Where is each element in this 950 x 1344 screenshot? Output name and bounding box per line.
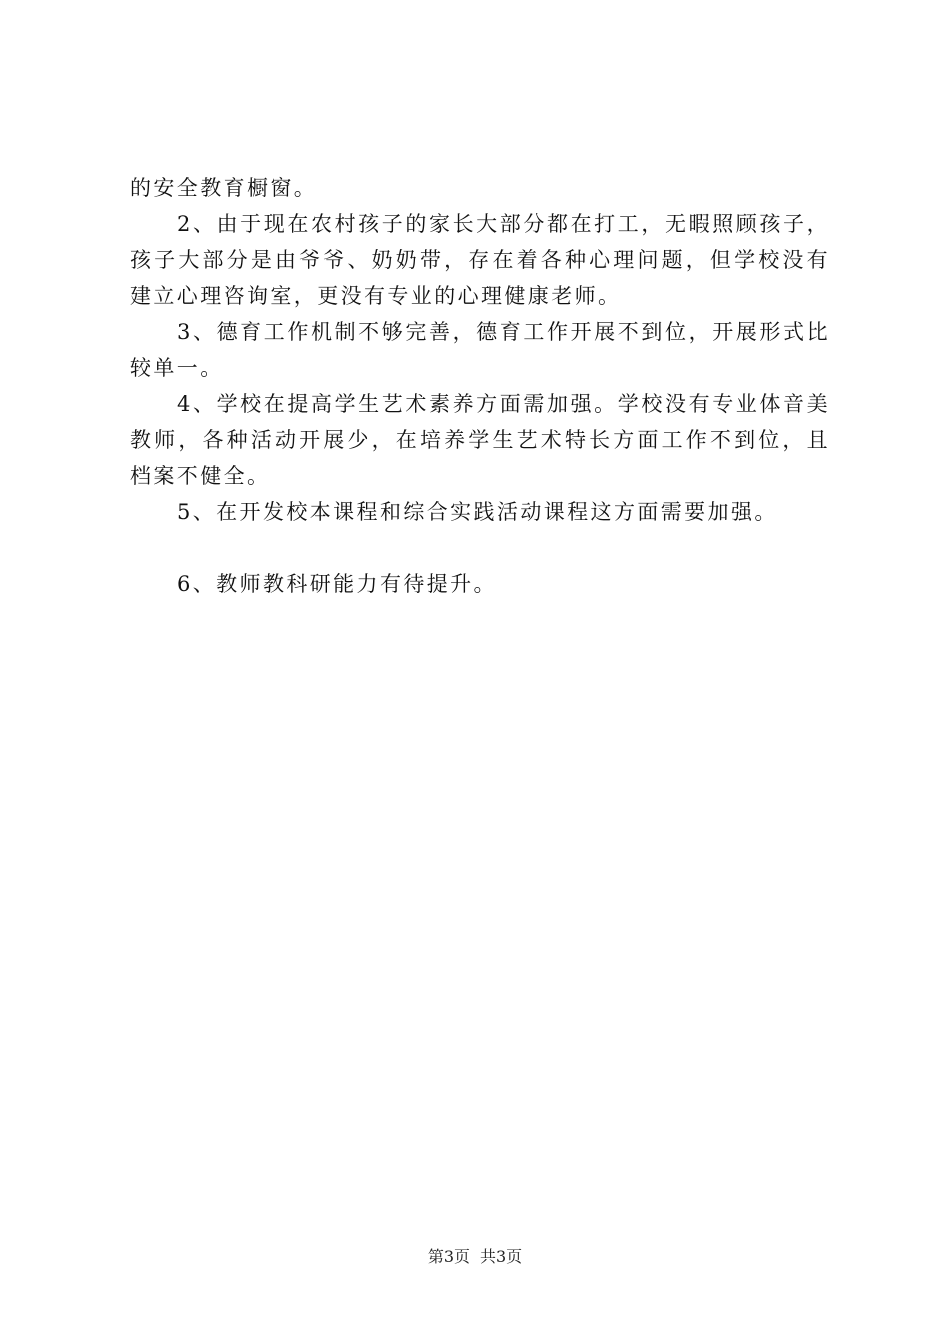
- paragraph-item-2: 2、由于现在农村孩子的家长大部分都在打工，无暇照顾孩子，孩子大部分是由爷爷、奶奶带，存在着各种心理问题，但学校没有建立心理咨询室，更没有专业的心理健康老师。: [130, 212, 830, 308]
- paragraph-item-4: 4、学校在提高学生艺术素养方面需加强。学校没有专业体音美教师，各种活动开展少，在培养学生艺术特长方面工作不到位，且档案不健全。: [130, 392, 830, 488]
- paragraph-item-5: 5、在开发校本课程和综合实践活动课程这方面需要加强。: [177, 500, 778, 524]
- paragraph-spacer: [130, 530, 830, 566]
- page-number-total: 共3页: [480, 1247, 523, 1266]
- page-number-current: 第3页: [427, 1247, 470, 1266]
- paragraph-item-3: 3、德育工作机制不够完善，德育工作开展不到位，开展形式比较单一。: [130, 320, 830, 380]
- paragraph-item-6: 6、教师教科研能力有待提升。: [177, 572, 497, 596]
- document-body: [130, 170, 830, 602]
- paragraph-continuation: 的安全教育橱窗。: [130, 176, 318, 200]
- page-footer: [0, 1244, 950, 1267]
